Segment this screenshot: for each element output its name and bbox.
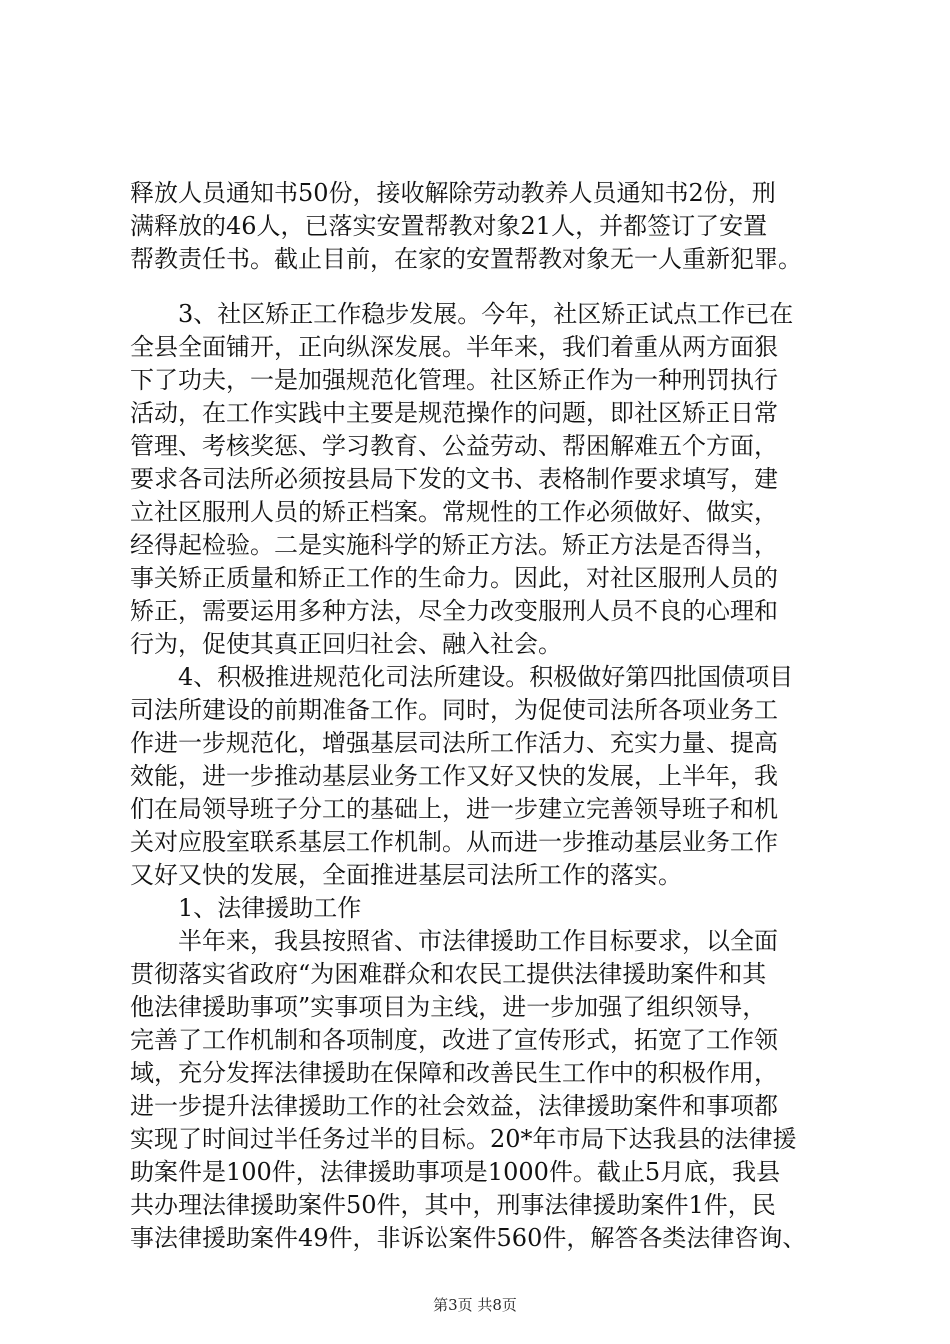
body-text-line: 域，充分发挥法律援助在保障和改善民生工作中的积极作用， bbox=[130, 1059, 778, 1087]
body-text-line: 事关矫正质量和矫正工作的生命力。因此，对社区服刑人员的 bbox=[130, 564, 778, 592]
body-text-line: 共办理法律援助案件50件，其中，刑事法律援助案件1件，民 bbox=[130, 1191, 776, 1219]
body-text-line: 半年来，我县按照省、市法律援助工作目标要求，以全面 bbox=[130, 927, 778, 955]
body-text-line: 们在局领导班子分工的基础上，进一步建立完善领导班子和机 bbox=[130, 795, 778, 823]
body-text-line: 实现了时间过半任务过半的目标。20*年市局下达我县的法律援 bbox=[130, 1125, 797, 1153]
section-heading: 1、法律援助工作 bbox=[130, 894, 362, 922]
body-text-line: 完善了工作机制和各项制度，改进了宣传形式，拓宽了工作领 bbox=[130, 1026, 778, 1054]
page-number-footer: 第3页 共8页 bbox=[433, 1296, 517, 1314]
body-text-line: 管理、考核奖惩、学习教育、公益劳动、帮困解难五个方面， bbox=[130, 432, 778, 460]
body-text-line: 全县全面铺开，正向纵深发展。半年来，我们着重从两方面狠 bbox=[130, 333, 778, 361]
body-text-line: 效能，进一步推动基层业务工作又好又快的发展，上半年，我 bbox=[130, 762, 778, 790]
body-text-line: 经得起检验。二是实施科学的矫正方法。矫正方法是否得当， bbox=[130, 531, 778, 559]
body-text-line: 作进一步规范化，增强基层司法所工作活力、充实力量、提高 bbox=[130, 729, 778, 757]
body-text-line: 矫正，需要运用多种方法，尽全力改变服刑人员不良的心理和 bbox=[130, 597, 778, 625]
body-text-line: 行为，促使其真正回归社会、融入社会。 bbox=[130, 630, 562, 658]
body-text-line: 要求各司法所必须按县局下发的文书、表格制作要求填写，建 bbox=[130, 465, 778, 493]
body-text-line: 助案件是100件，法律援助事项是1000件。截止5月底，我县 bbox=[130, 1158, 781, 1186]
body-text-line: 又好又快的发展，全面推进基层司法所工作的落实。 bbox=[130, 861, 682, 889]
body-text-line: 进一步提升法律援助工作的社会效益，法律援助案件和事项都 bbox=[130, 1092, 778, 1120]
body-text-line: 立社区服刑人员的矫正档案。常规性的工作必须做好、做实， bbox=[130, 498, 778, 526]
body-text-line: 他法律援助事项”实事项目为主线，进一步加强了组织领导， bbox=[130, 993, 767, 1021]
body-text-line: 满释放的46人，已落实安置帮教对象21人，并都签订了安置 bbox=[130, 212, 768, 240]
body-text-line: 4、积极推进规范化司法所建设。积极做好第四批国债项目 bbox=[130, 663, 794, 691]
body-text-line: 贯彻落实省政府“为困难群众和农民工提供法律援助案件和其 bbox=[130, 960, 767, 988]
body-text-line: 帮教责任书。截止目前，在家的安置帮教对象无一人重新犯罪。 bbox=[130, 245, 802, 273]
body-text-line: 活动，在工作实践中主要是规范操作的问题，即社区矫正日常 bbox=[130, 399, 778, 427]
body-text-line: 事法律援助案件49件，非诉讼案件560件，解答各类法律咨询、 bbox=[130, 1224, 807, 1252]
body-text-line: 释放人员通知书50份，接收解除劳动教养人员通知书2份，刑 bbox=[130, 179, 776, 207]
body-text-line: 关对应股室联系基层工作机制。从而进一步推动基层业务工作 bbox=[130, 828, 778, 856]
body-text-line: 3、社区矫正工作稳步发展。今年，社区矫正试点工作已在 bbox=[130, 300, 794, 328]
body-text-line: 下了功夫，一是加强规范化管理。社区矫正作为一种刑罚执行 bbox=[130, 366, 778, 394]
body-text-line: 司法所建设的前期准备工作。同时，为促使司法所各项业务工 bbox=[130, 696, 778, 724]
